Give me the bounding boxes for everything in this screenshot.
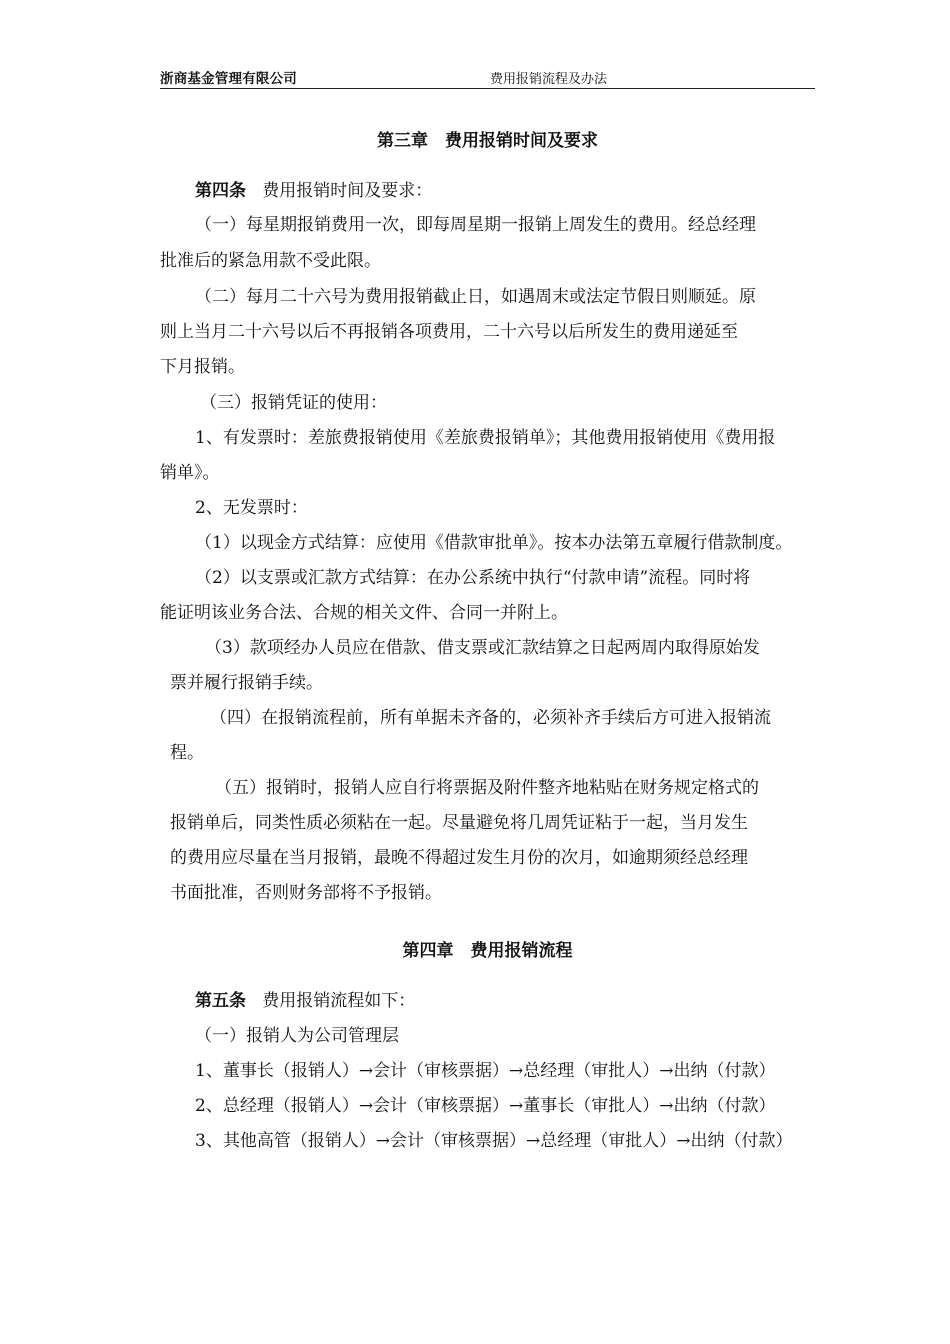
paragraph-line: 书面批准，否则财务部将不予报销。 — [170, 883, 442, 903]
page-header — [160, 64, 815, 89]
paragraph-line: 报销单后，同类性质必须粘在一起。尽量避免将几周凭证粘于一起，当月发生 — [170, 813, 748, 833]
paragraph-line: 1、有发票时：差旅费报销使用《差旅费报销单》；其他费用报销使用《费用报 — [195, 428, 776, 448]
paragraph-line: （一）报销人为公司管理层 — [195, 1026, 399, 1046]
paragraph-line: 程。 — [170, 743, 204, 763]
paragraph-line: 的费用应尽量在当月报销，最晚不得超过发生月份的次月，如逾期须经总经理 — [170, 848, 748, 868]
paragraph-line: （二）每月二十六号为费用报销截止日，如遇周末或法定节假日则顺延。原 — [195, 287, 756, 307]
company-name: 浙商基金管理有限公司 — [160, 71, 297, 87]
paragraph-line: 则上当月二十六号以后不再报销各项费用，二十六号以后所发生的费用递延至 — [160, 322, 738, 342]
paragraph-line: （三）报销凭证的使用： — [200, 393, 387, 413]
article-5-text: 费用报销流程如下： — [262, 991, 416, 1011]
paragraph-line: （一）每星期报销费用一次，即每周星期一报销上周发生的费用。经总经理 — [195, 215, 756, 235]
paragraph-line: 能证明该业务合法、合规的相关文件、合同一并附上。 — [160, 603, 568, 623]
paragraph-line: 销单》。 — [160, 463, 220, 483]
flow-line: 2、总经理（报销人）→会计（审核票据）→董事长（审批人）→出纳（付款） — [195, 1096, 776, 1116]
paragraph-line: （四）在报销流程前，所有单据未齐备的，必须补齐手续后方可进入报销流 — [210, 708, 771, 728]
chapter-4-title: 第四章 费用报销流程 — [402, 941, 573, 961]
article-4-heading — [195, 180, 432, 202]
paragraph-line: （1）以现金方式结算：应使用《借款审批单》。按本办法第五章履行借款制度。 — [195, 533, 793, 553]
paragraph-line: 票并履行报销手续。 — [170, 673, 323, 693]
article-5-label: 第五条 — [195, 991, 246, 1011]
flow-line: 3、其他高管（报销人）→会计（审核票据）→总经理（审批人）→出纳（付款） — [195, 1131, 793, 1151]
article-5-heading — [195, 990, 415, 1012]
paragraph-line: （五）报销时，报销人应自行将票据及附件整齐地粘贴在财务规定格式的 — [215, 778, 759, 798]
document-title: 费用报销流程及办法 — [490, 72, 608, 87]
article-4-text: 费用报销时间及要求： — [262, 181, 433, 201]
paragraph-line: （2）以支票或汇款方式结算：在办公系统中执行“付款申请”流程。同时将 — [195, 568, 751, 588]
paragraph-line: 下月报销。 — [160, 357, 245, 377]
paragraph-line: 批准后的紧急用款不受此限。 — [160, 251, 381, 271]
article-4-label: 第四条 — [195, 181, 246, 201]
flow-line: 1、董事长（报销人）→会计（审核票据）→总经理（审批人）→出纳（付款） — [195, 1061, 776, 1081]
paragraph-line: （3）款项经办人员应在借款、借支票或汇款结算之日起两周内取得原始发 — [205, 638, 760, 658]
chapter-3-title: 第三章 费用报销时间及要求 — [377, 131, 598, 151]
paragraph-line: 2、无发票时： — [195, 498, 308, 518]
